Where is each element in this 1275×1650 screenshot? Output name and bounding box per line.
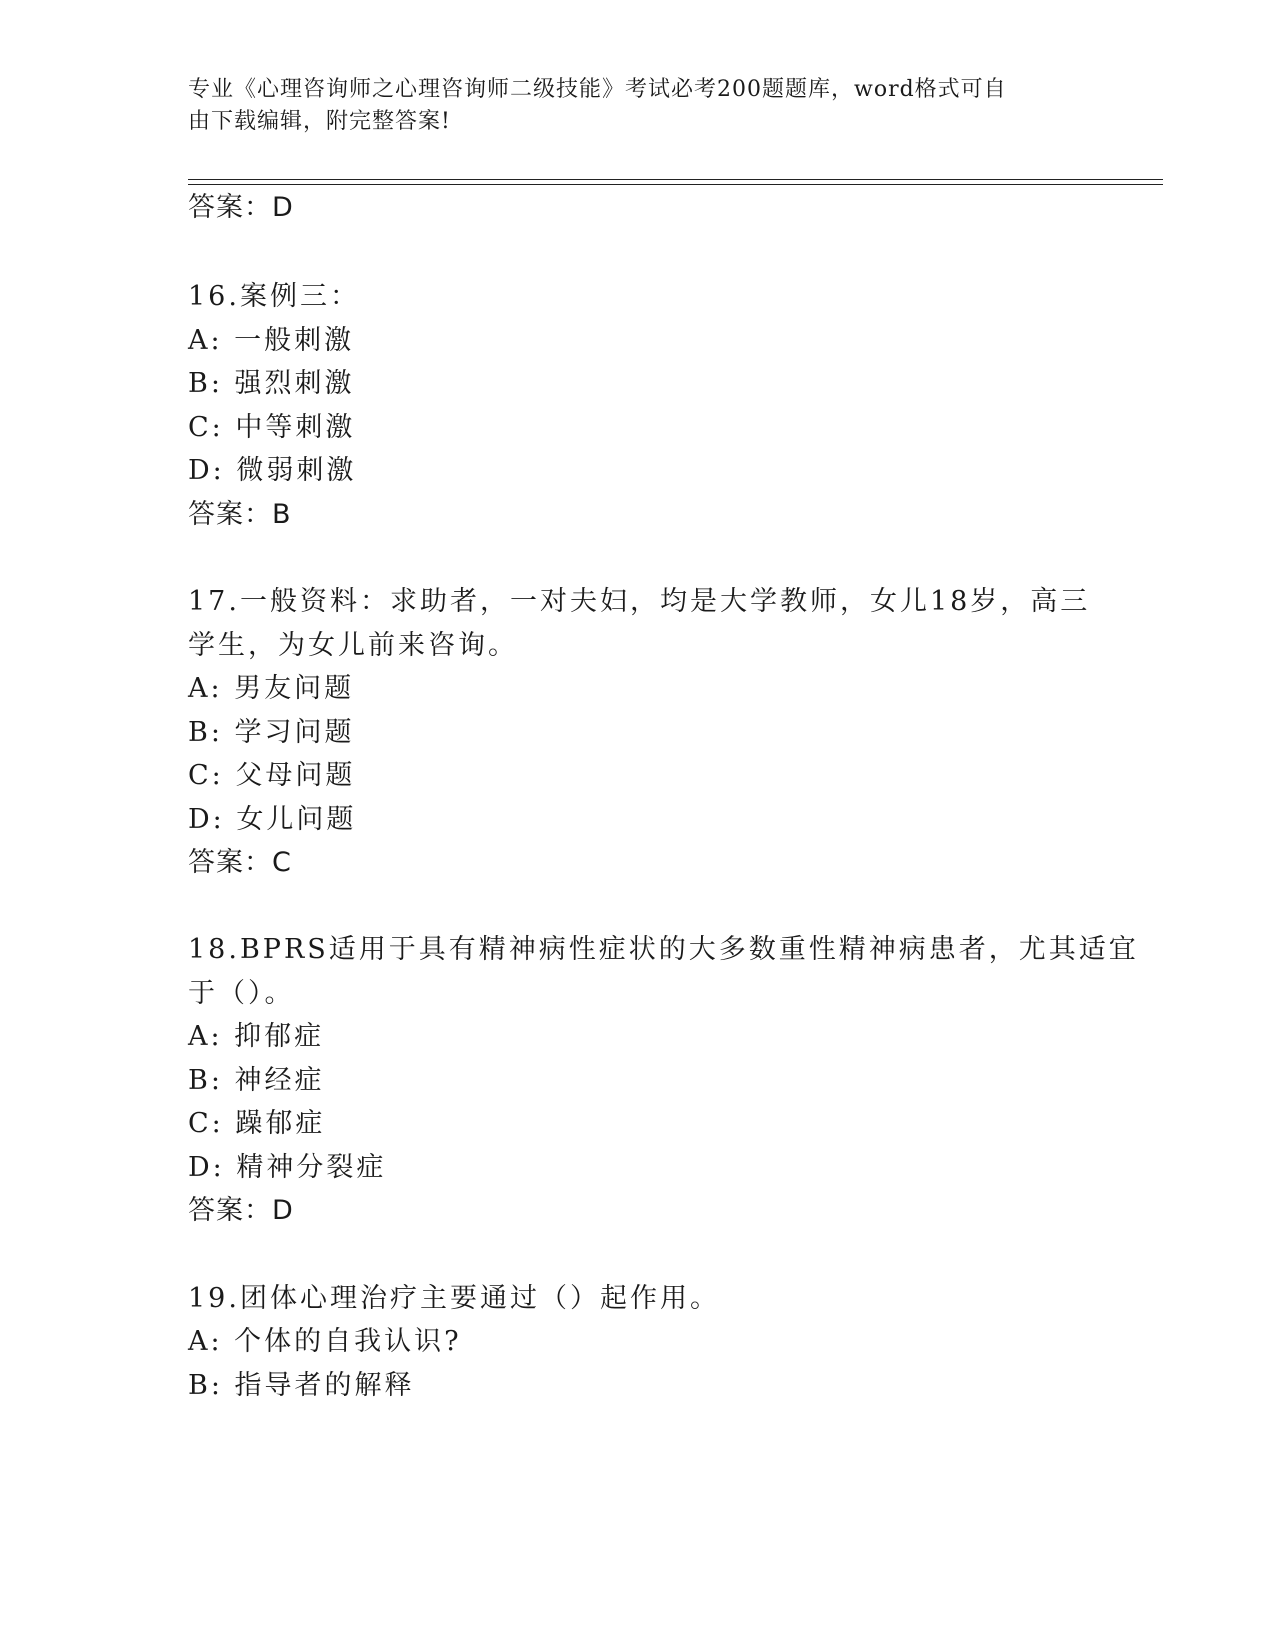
question-17-option-c: C: 父母问题 — [188, 760, 356, 791]
question-18-option-a: A: 抑郁症 — [188, 1021, 325, 1052]
question-16-option-b: B: 强烈刺激 — [188, 368, 355, 399]
header-line-2: 由下载编辑，附完整答案! — [188, 109, 451, 134]
answer-15: 答案：D — [188, 192, 294, 223]
question-17-option-a: A: 男友问题 — [188, 673, 355, 704]
answer-17: 答案：C — [188, 847, 292, 878]
question-17-option-b: B: 学习问题 — [188, 717, 355, 748]
question-18-option-c: C: 躁郁症 — [188, 1108, 326, 1139]
question-17-stem-line-2: 学生，为女儿前来咨询。 — [188, 630, 518, 661]
question-19-stem: 19.团体心理治疗主要通过（）起作用。 — [188, 1283, 720, 1314]
header-rule-bottom — [188, 184, 1163, 185]
question-16-option-a: A: 一般刺激 — [188, 325, 355, 356]
question-19-option-b: B: 指导者的解释 — [188, 1370, 415, 1401]
question-19-option-a: A: 个体的自我认识? — [188, 1326, 462, 1357]
header-rule-top — [188, 179, 1163, 180]
question-16-option-d: D: 微弱刺激 — [188, 455, 357, 486]
question-18-option-d: D: 精神分裂症 — [188, 1152, 387, 1183]
header-line-1: 专业《心理咨询师之心理咨询师二级技能》考试必考200题题库，word格式可自 — [188, 77, 1007, 102]
document-header — [188, 74, 1068, 138]
question-18-stem-line-1: 18.BPRS适用于具有精神病性症状的大多数重性精神病患者，尤其适宜 — [188, 934, 1139, 965]
question-16-stem: 16.案例三： — [188, 281, 360, 312]
question-17-option-d: D: 女儿问题 — [188, 804, 357, 835]
question-18-option-b: B: 神经症 — [188, 1065, 325, 1096]
question-18-stem-line-2: 于（）。 — [188, 978, 295, 1009]
question-17-stem-line-1: 17.一般资料：求助者，一对夫妇，均是大学教师，女儿18岁，高三 — [188, 586, 1091, 617]
question-16-option-c: C: 中等刺激 — [188, 412, 356, 443]
answer-16: 答案：B — [188, 499, 292, 530]
answer-18: 答案：D — [188, 1195, 294, 1226]
